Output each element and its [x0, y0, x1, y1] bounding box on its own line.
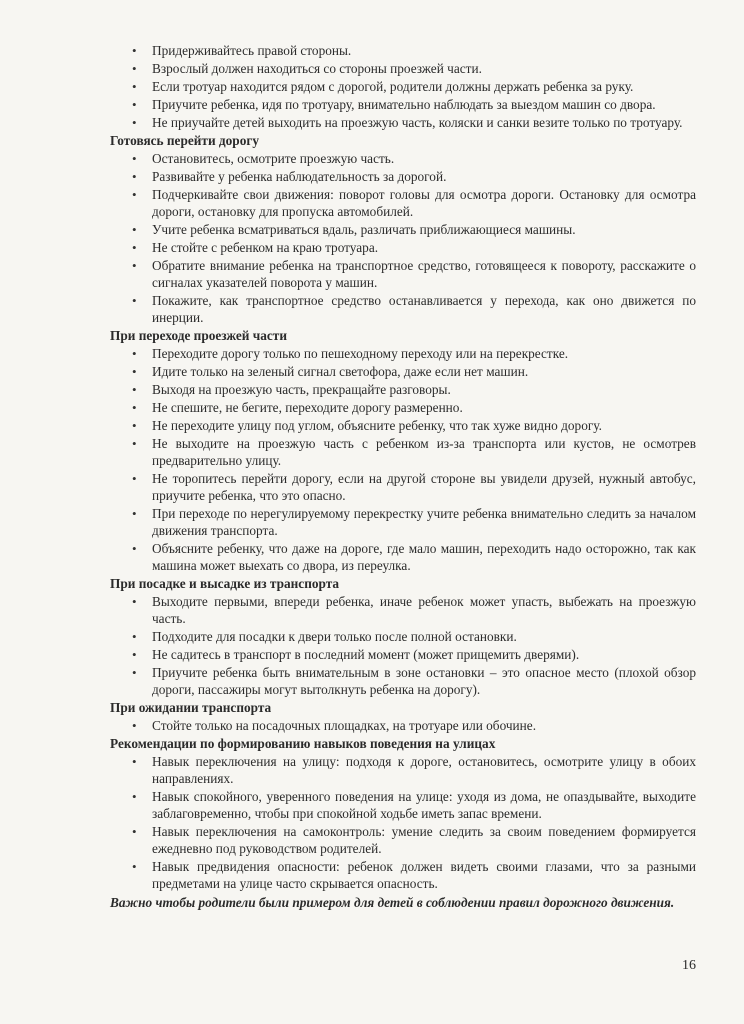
- list-item: • Не приучайте детей выходить на проезжую часть, коляски и санки везите только по тротуару.: [130, 114, 696, 131]
- section-list-recommendations: [130, 753, 696, 892]
- section-heading-boarding: При посадке и высадке из транспорта: [110, 576, 340, 591]
- list-item: • Навык предвидения опасности: ребенок должен видеть своими глазами, что за разными предметами на улице часто скрывается опасность.: [130, 858, 696, 892]
- list-item: • Если тротуар находится рядом с дорогой, родители должны держать ребенка за руку.: [130, 78, 696, 95]
- list-item: • Покажите, как транспортное средство останавливается у перехода, как оно движется по инерции.: [130, 292, 696, 326]
- list-item: • Взрослый должен находиться со стороны проезжей части.: [130, 60, 696, 77]
- list-item: • Остановитесь, осмотрите проезжую часть.: [130, 150, 696, 167]
- section-list-waiting: [130, 717, 696, 734]
- list-item: • Навык переключения на самоконтроль: умение следить за своим поведением формируется ежедневно под руководством родителей.: [130, 823, 696, 857]
- list-item: • Переходите дорогу только по пешеходному переходу или на перекрестке.: [130, 345, 696, 362]
- section-heading-waiting: При ожидании транспорта: [110, 700, 272, 715]
- list-item: • Выходите первыми, впереди ребенка, иначе ребенок может упасть, выбежать на проезжую часть.: [130, 593, 696, 627]
- list-item: • Развивайте у ребенка наблюдательность за дорогой.: [130, 168, 696, 185]
- list-item: • Навык спокойного, уверенного поведения на улице: уходя из дома, не опаздывайте, выходите заблаговременно, чтобы при спокойной ходьбе иметь запас времени.: [130, 788, 696, 822]
- list-item: • Идите только на зеленый сигнал светофора, даже если нет машин.: [130, 363, 696, 380]
- page-number: 16: [682, 958, 696, 973]
- list-item: • Придерживайтесь правой стороны.: [130, 42, 696, 59]
- section-list-crossing: [130, 345, 696, 574]
- list-item: • Навык переключения на улицу: подходя к дороге, остановитесь, осмотрите улицу в обоих направлениях.: [130, 753, 696, 787]
- section-heading-crossing-prep: Готовясь перейти дорогу: [110, 133, 260, 148]
- list-item: • Не выходите на проезжую часть с ребенком из-за транспорта или кустов, не осмотрев предварительно улицу.: [130, 435, 696, 469]
- list-item: • Приучите ребенка быть внимательным в зоне остановки – это опасное место (плохой обзор дороги, пассажиры могут вытолкнуть ребенка на дорогу).: [130, 664, 696, 698]
- list-item: • Учите ребенка всматриваться вдаль, различать приближающиеся машины.: [130, 221, 696, 238]
- list-item: • Не стойте с ребенком на краю тротуара.: [130, 239, 696, 256]
- list-item: • Не переходите улицу под углом, объясните ребенку, что так хуже видно дорогу.: [130, 417, 696, 434]
- list-item: • При переходе по нерегулируемому перекрестку учите ребенка внимательно следить за началом движения транспорта.: [130, 505, 696, 539]
- section-list-crossing-prep: [130, 150, 696, 326]
- list-item: • Не спешите, не бегите, переходите дорогу размеренно.: [130, 399, 696, 416]
- list-item: • Подчеркивайте свои движения: поворот головы для осмотра дороги. Остановку для осмотра дороги, остановку для пропуска автомобилей.: [130, 186, 696, 220]
- list-item: • Стойте только на посадочных площадках, на тротуаре или обочине.: [130, 717, 696, 734]
- list-item: • Объясните ребенку, что даже на дороге, где мало машин, переходить надо осторожно, так как машина может выехать со двора, из переулка.: [130, 540, 696, 574]
- list-item: • Не садитесь в транспорт в последний момент (может прищемить дверями).: [130, 646, 696, 663]
- section-list-boarding: [130, 593, 696, 698]
- list-item: • Не торопитесь перейти дорогу, если на другой стороне вы увидели друзей, нужный автобус, приучите ребенка, что это опасно.: [130, 470, 696, 504]
- list-item: • Подходите для посадки к двери только после полной остановки.: [130, 628, 696, 645]
- list-item: • Обратите внимание ребенка на транспортное средство, готовящееся к повороту, расскажите о сигналах указателей поворота у машин.: [130, 257, 696, 291]
- intro-list: [130, 42, 696, 131]
- list-item: • Приучите ребенка, идя по тротуару, внимательно наблюдать за выездом машин со двора.: [130, 96, 696, 113]
- list-item: • Выходя на проезжую часть, прекращайте разговоры.: [130, 381, 696, 398]
- section-heading-crossing: При переходе проезжей части: [110, 328, 287, 343]
- section-heading-recommendations: Рекомендации по формированию навыков поведения на улицах: [110, 736, 496, 751]
- closing-statement: Важно чтобы родители были примером для детей в соблюдении правил дорожного движения.: [110, 895, 675, 910]
